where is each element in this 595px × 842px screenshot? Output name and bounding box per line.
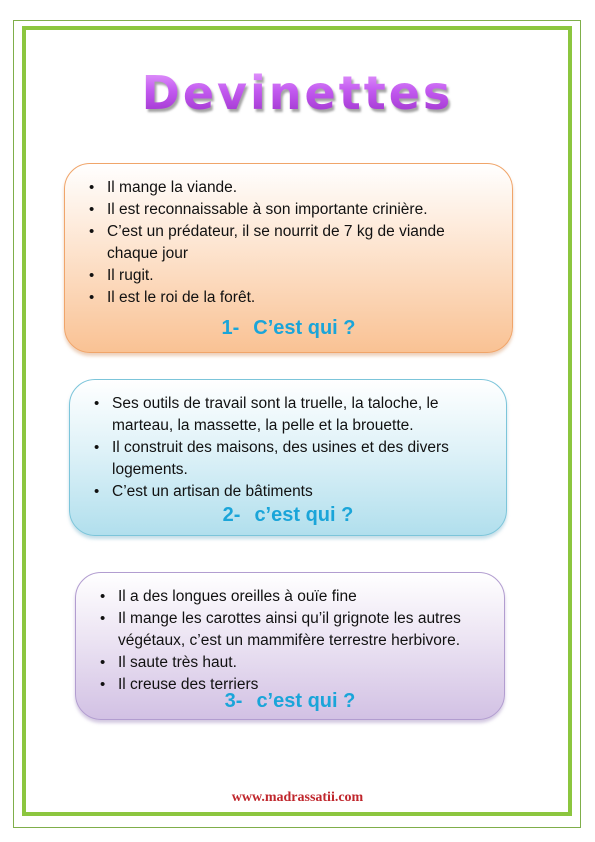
clue-item: • Il a des longues oreilles à ouïe fine (96, 586, 486, 608)
page-title: Devinettes (0, 66, 595, 120)
clue-item: • C’est un prédateur, il se nourrit de 7 kg de viande chaque jour (85, 221, 494, 265)
clue-item: • Ses outils de travail sont la truelle, la taloche, le marteau, la massette, la pelle et la brouette. (90, 393, 488, 437)
riddle-question-text: C’est qui ? (253, 317, 356, 339)
riddle-number: 1- (221, 317, 240, 339)
riddle-question-text: c’est qui ? (254, 504, 354, 526)
riddle-card-3 (75, 572, 505, 720)
clue-item: • C’est un artisan de bâtiments (90, 481, 488, 503)
clue-item: • Il creuse des terriers (96, 674, 486, 696)
clue-item: • Il construit des maisons, des usines et des divers logements. (90, 437, 488, 481)
clue-list (85, 177, 494, 309)
riddle-question-text: c’est qui ? (256, 690, 356, 712)
clue-item: • Il est reconnaissable à son importante crinière. (85, 199, 494, 221)
riddle-question (65, 317, 512, 340)
clue-list (90, 393, 488, 503)
clue-list (96, 586, 486, 696)
riddle-card-2 (69, 379, 507, 536)
riddle-number: 2- (222, 504, 241, 526)
riddle-question (76, 690, 504, 713)
riddle-question (70, 504, 506, 527)
clue-item: • Il mange la viande. (85, 177, 494, 199)
clue-item: • Il saute très haut. (96, 652, 486, 674)
clue-item: • Il rugit. (85, 265, 494, 287)
clue-item: • Il est le roi de la forêt. (85, 287, 494, 309)
riddle-number: 3- (224, 690, 243, 712)
riddle-card-1 (64, 163, 513, 353)
clue-item: • Il mange les carottes ainsi qu’il grignote les autres végétaux, c’est un mammifère terrestre herbivore. (96, 608, 486, 652)
website-link[interactable]: www.madrassatii.com (231, 790, 364, 805)
